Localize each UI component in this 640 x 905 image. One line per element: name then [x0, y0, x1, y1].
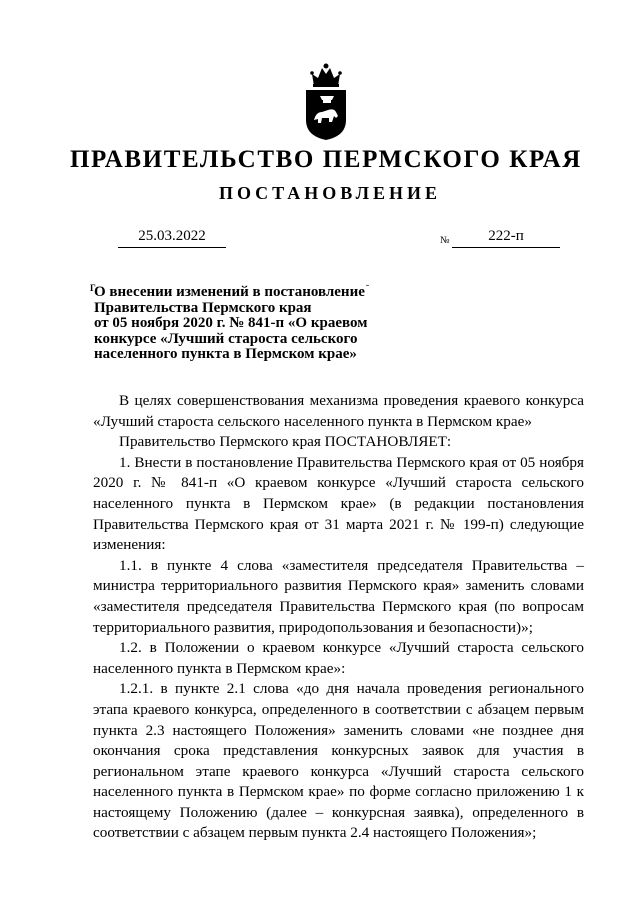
body-paragraph: 1. Внести в постановление Правительства Пермского края от 05 ноября 2020 г. № 841-п «О краевом конкурсе «Лучший староста сельского населенного пункта в Пермском крае» (в редакции постановления Правительства Пермского края от 31 марта 2021 г. № 199-п) следующие изменения:: [93, 453, 584, 554]
document-subject: О внесении изменений в постановление Правительства Пермского края от 05 ноября 2020 г. № 841-п «О краевом конкурсе «Лучший староста сельского населенного пункта в Пермском крае»: [94, 284, 368, 363]
body-paragraph: 1.2.1. в пункте 2.1 слова «до дня начала проведения регионального этапа краевого конкурса, определенного в соответствии с абзацем первым пункта 2.3 настоящего Положения» заменить словами «не позднее дня окончания срока представления конкурсных заявок для участия в региональном этапе краевого конкурса «Лучший староста сельского населенного пункта в Пермском крае» по форме согласно приложению 1 к настоящему Положению (далее – конкурсная заявка), определенного в соответствии с абзацем первым пункта 2.4 настоящего Положения»;: [93, 680, 584, 842]
body-paragraph: 1.2. в Положении о краевом конкурсе «Лучший староста сельского населенного пункта в Пермском крае»:: [93, 639, 584, 677]
subject-corner-mark-left: Г: [90, 283, 96, 293]
number-sign: №: [440, 235, 450, 246]
document-type: ПОСТАНОВЛЕНИЕ: [218, 183, 442, 203]
government-title: ПРАВИТЕЛЬСТВО ПЕРМСКОГО КРАЯ: [70, 146, 582, 173]
body-paragraph: В целях совершенствования механизма проведения краевого конкурса «Лучший староста сельского населенного пункта в Пермском крае»: [93, 392, 584, 430]
document-number: 222-п: [452, 228, 560, 248]
coat-of-arms-icon: [298, 62, 354, 142]
body-paragraph: Правительство Пермского края ПОСТАНОВЛЯЕТ:: [119, 433, 452, 451]
document-body: [93, 391, 584, 844]
body-paragraph: 1.1. в пункте 4 слова «заместителя председателя Правительства – министра территориального развития Пермского края» заменить словами «заместителя председателя Правительства Пермского края (по вопросам территориального развития, природопользования и безопасности)»;: [93, 556, 584, 636]
document-date: 25.03.2022: [118, 228, 226, 248]
subject-corner-mark-right: ˉ: [366, 283, 369, 293]
